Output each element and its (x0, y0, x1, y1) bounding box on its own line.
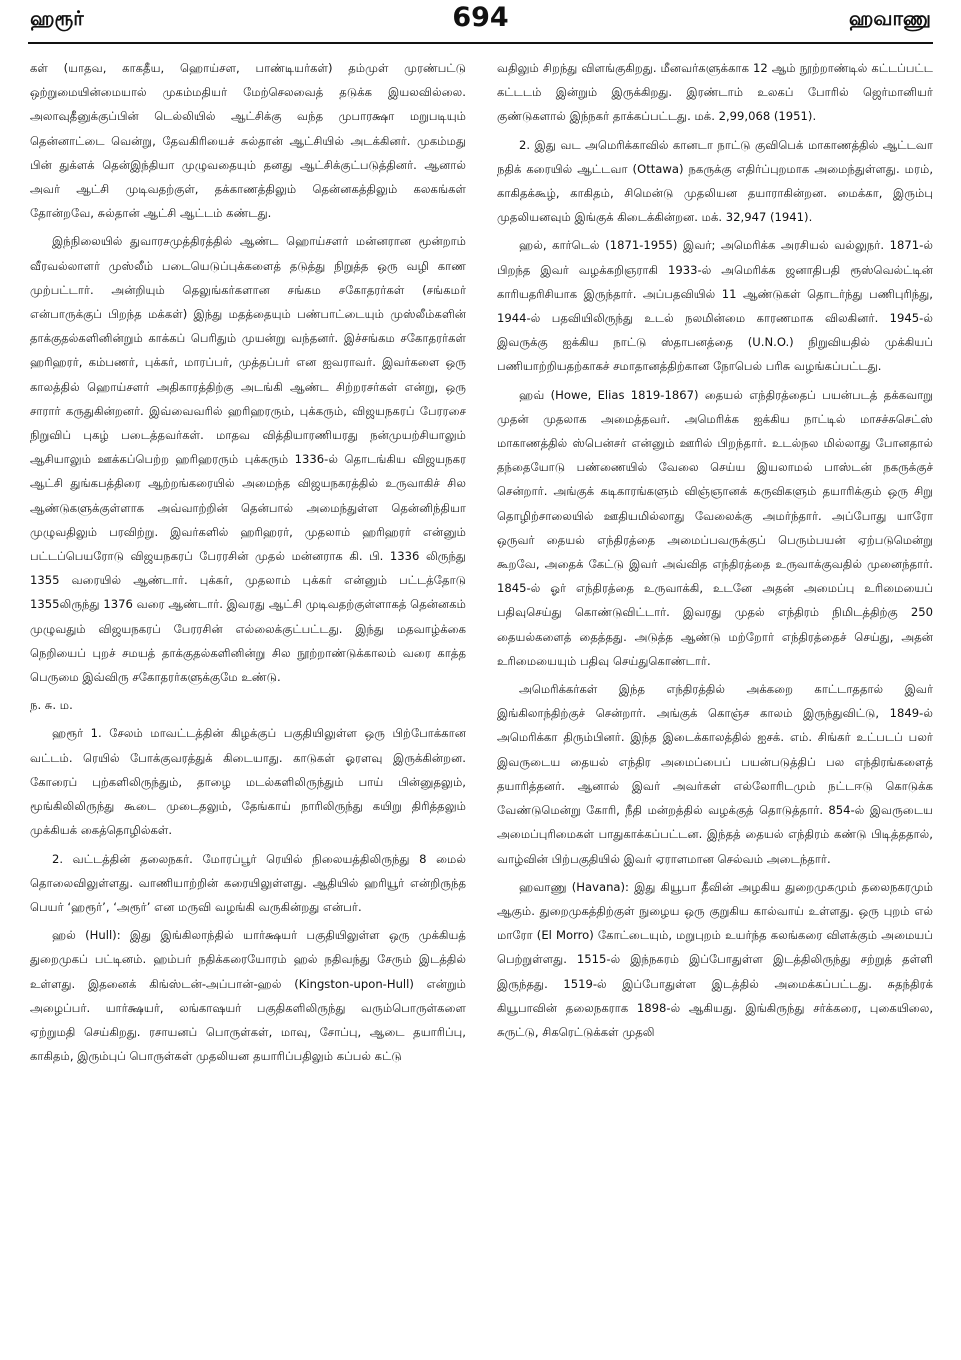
paragraph: வதிலும் சிறந்து விளங்குகிறது. மீனவர்களுக்காக 12 ஆம் நூற்றாண்டில் கட்டப்பட்ட கட்டடம் இன்றும் இருக்கிறது. இரண்டாம் உலகப் போரில் ஜெர்மானியர் குண்டுகளால் இந்நகர் தாக்கப்பட்டது. மக். 2,99,068 (1951). (497, 61, 933, 124)
paragraph: 2. இது வட அமெரிக்காவில் கானடா நாட்டு குவிபெக் மாகாணத்தில் ஆட்டவா நதிக் கரையில் ஆட்டவா (Ottawa) நகருக்கு எதிர்ப்புறமாக அமைந்துள்ளது. மரம், காகிதக்கூழ், காகிதம், சிமென்டு முதலியன தயாராகின்றன. மைக்கா, இரும்பு முதலியனவும் இங்குக் கிடைக்கின்றன. மக். 32,947 (1941). (497, 137, 933, 225)
right-column (497, 56, 933, 1352)
entry-havana: ஹவாணு (Havana): இது கியூபா தீவின் அழகிய துறைமுகமும் தலைநகரமும் ஆகும். துறைமுகத்திற்குள் நுழைய ஒரு குறுகிய கால்வாய் உள்ளது. ஒரு புறம் எல் மாரோ (El Morro) கோட்டையும், மறுபுறம் உயர்ந்த கலங்கரை விளக்கும் அமையப் பெற்றுள்ளது. 1515-ல் இந்நகரம் இப்போதுள்ள இடத்திலிருந்து சற்றுத் தள்ளி இருந்தது. 1519-ல் இப்போதுள்ள இடத்தில் அமைக்கப்பட்டது. சுதந்திரக் கியூபாவின் தலைநகராக 1898-ல் ஆகியது. இங்கிருந்து சர்க்கரை, புகையிலை, சுருட்டு, சிகரெட்டுக்கள் முதலி (497, 879, 933, 1039)
left-column (30, 56, 466, 1352)
entry-hull: ஹல் (Hull): இது இங்கிலாந்தில் யார்க்ஷயர் பகுதியிலுள்ள ஒரு முக்கியத் துறைமுகப் பட்டினம். ஹம்பர் நதிக்கரையோரம் ஹல் நதிவந்து சேரும் இடத்தில் உள்ளது. இதனைக் கிங்ஸ்டன்-அப்பான்-ஹல் (Kingston-upon-Hull) என்றும் அழைப்பர். யார்க்ஷயர், லங்காஷயர் பகுதிகளிலிருந்து வரும்பொருள்களை ஏற்றுமதி செய்கிறது. ரசாயனப் பொருள்கள், மாவு, சோப்பு, ஆடை தயாரிப்பு, காகிதம், இரும்புப் பொருள்கள் முதலியன தயாரிப்பதிலும் கப்பல் கட்டு (30, 928, 466, 1064)
paragraph: கள் (யாதவ, காகதீய, ஹொய்சள, பாண்டியர்கள்) தம்முள் முரண்பட்டு ஒற்றுமையின்மையால் முகம்மதியர் மேற்செலவைத் தடுக்க இயலவில்லை. அலாவுதீனுக்குப்பின் டெல்லியில் ஆட்சிக்கு வந்த முபாரக்ஷா மறுபடியும் தென்னாட்டை வென்று, தேவகிரியைச் சுல்தான் ஆட்சியில் அடக்கினர். முகம்மது பின் துக்ளக் தென்இந்தியா முழுவதையும் தனது ஆட்சிக்குட்படுத்தினர். ஆனால் அவர் ஆட்சி முடிவதற்குள், தக்காணத்திலும் தென்னகத்திலும் கலகங்கள் தோன்றவே, சுல்தான் ஆட்சி ஆட்டம் கண்டது. (30, 61, 466, 221)
page-number: 694 (452, 2, 509, 33)
header-rule (28, 42, 933, 44)
paragraph: 2. வட்டத்தின் தலைநகர். மோரப்பூர் ரெயில் நிலையத்திலிருந்து 8 மைல் தொலைவிலுள்ளது. வாணியாற்றின் கரையிலுள்ளது. ஆதியில் ஹரியூர் என்றிருந்த பெயர் ‘ஹரூர்’, ‘அரூர்’ என மருவி வழங்கி வருகின்றது என்பர். (30, 851, 466, 914)
running-head-left: ஹரூர் (30, 6, 84, 30)
paragraph: அமெரிக்கர்கள் இந்த எந்திரத்தில் அக்கறை காட்டாததால் இவர் இங்கிலாந்திற்குச் சென்றார். அங்குக் கொஞ்ச காலம் இருந்துவிட்டு, 1849-ல் அமெரிக்கா திரும்பினர். இந்த இடைக்காலத்தில் ஐசக். எம். சிங்கர் உட்படப் பலர் இவருடைய தையல் எந்திர அமைப்பைப் பயன்படுத்திப் பல எந்திரங்களைத் தயாரித்தனர். ஆனால் இவர் அவர்கள் எல்லோரிடமும் நட்டஈடு கொடுக்க வேண்டுமென்று கோரி, நீதி மன்றத்தில் வழக்குத் தொடுத்தார். 854-ல் இவருடைய அமைப்புரிமைகள் பாதுகாக்கப்பட்டன. இந்தத் தையல் எந்திரம் கண்டு பிடித்ததால், வாழ்வின் பிற்பகுதியில் இவர் ஏராளமான செல்வம் அடைந்தார். (497, 682, 933, 866)
entry-harur: ஹரூர் 1. சேலம் மாவட்டத்தின் கிழக்குப் பகுதியிலுள்ள ஒரு பிற்போக்கான வட்டம். ரெயில் போக்குவரத்துக் கிடையாது. காடுகள் ஓரளவு இருக்கின்றன. கோரைப் புற்களிலிருந்தும், தாழை மடல்களிலிருந்தும் பாய் பின்னுதலும், மூங்கிலிலிருந்து கூடை முடைதலும், தேங்காய் நாரிலிருந்து கயிறு திரித்தலும் முக்கியக் கைத்தொழில்கள். (30, 726, 466, 838)
entry-hull-cordell: ஹல், கார்டெல் (1871-1955) இவர்; அமெரிக்க அரசியல் வல்லுநர். 1871-ல் பிறந்த இவர் வழக்கறிஞராகி 1933-ல் அமெரிக்க ஜனாதிபதி ரூஸ்வெல்ட்டின் காரியதரிசியாக இருந்தார். அப்பதவியில் 11 ஆண்டுகள் தொடர்ந்து பணிபுரிந்து, 1944-ல் பதவியிலிருந்து உடல் நலமின்மை காரணமாக விலகினர். 1945-ல் இவருக்கு ஐக்கிய நாட்டு ஸ்தாபனத்தை (U.N.O.) நிறுவியதில் முக்கியப் பணியாற்றியதற்காகச் சமாதானத்திற்கான நோபெல் பரிசு வழங்கப்பட்டது. (497, 238, 933, 374)
running-head-right: ஹவாணு (848, 6, 931, 30)
author-initials: ந. சு. ம. (30, 698, 73, 713)
running-head (30, 4, 931, 38)
paragraph: இந்நிலையில் துவாரசமுத்திரத்தில் ஆண்ட ஹொய்சளர் மன்னரான மூன்றாம் வீரவல்லாளர் முஸ்லீம் படையெடுப்புக்களைத் தடுத்து நிறுத்த ஒரு வழி காண முற்பட்டார். அன்றியும் தெலுங்கர்களான சங்கம சகோதரர்கள் (சங்கமர் என்பாருக்குப் பிறந்த மக்கள்) இந்து மதத்தையும் பண்பாட்டையும் முஸ்லீம்களின் தாக்குதல்களினின்றும் காக்கப் பெரிதும் முயன்று வந்தனர். இச்சங்கம சகோதரர்கள் ஹரிஹரர், கம்பணர், புக்கர், மாரப்பர், முத்தப்பர் என ஐவராவர். இவர்களை ஒரு காலத்தில் ஹொய்சளர் அதிகாரத்திற்கு அடங்கி ஆண்ட சிற்றரசர்கள் என்று, ஒரு சாரார் கருதுகின்றனர். இவ்வைவரில் ஹரிஹரரும், புக்கரும், விஜயநகரப் பேரரசை நிறுவிப் புகழ் படைத்தவர்கள். மாதவ வித்தியாரணியரது நன்முயற்சியாலும் ஆசியாலும் ஊக்கப்பெற்ற ஹரிஹரரும் புக்கரும் 1336-ல் தொடங்கிய விஜயநகர ஆட்சி துங்கபத்திரை ஆற்றங்கரையில் அமைந்த விஜயநகரத்தில் உருவாகிச் சில ஆண்டுகளுக்குள்ளாக அவ்வாற்றின் தென்பால் அமைந்துள்ள தென்னிந்தியா முழுவதிலும் பரவிற்று. இவர்களில் ஹரிஹரர், முதலாம் ஹரிஹரர் என்னும் பட்டப்பெயரோடு விஜயநகரப் பேரரசின் முதல் மன்னராக கி. பி. 1336 லிருந்து 1355 வரையில் ஆண்டார். புக்கர், முதலாம் புக்கர் என்னும் பட்டத்தோடு 1355லிருந்து 1376 வரை ஆண்டார். இவரது ஆட்சி முடிவதற்குள்ளாகத் தென்னகம் முழுவதும் விஜயநகரப் பேரரசின் எல்லைக்குட்பட்டது. இந்து மதவாழ்க்கை நெறியைப் புறச் சமயத் தாக்குதல்களினின்று சில நூற்றாண்டுக்காலம் வரை காத்த பெருமை இவ்விரு சகோதரர்களுக்குமே உண்டு. (30, 234, 466, 685)
entry-howe: ஹவ் (Howe, Elias 1819-1867) தையல் எந்திரத்தைப் பயன்படத் தக்கவாறு முதன் முதலாக அமைத்தவர். அமெரிக்க ஐக்கிய நாட்டில் மாசச்சுசெட்ஸ் மாகாணத்தில் ஸ்பென்சர் என்னும் ஊரில் பிறந்தார். உடல்நல மில்லாது போனதால் தந்தையோடு பண்ணையில் வேலை செய்ய இயலாமல் பாஸ்டன் நகருக்குச் சென்றார். அங்குக் கடிகாரங்களும் விஞ்ஞானக் கருவிகளும் தயாரிக்கும் ஒரு சிறு தொழிற்சாலையில் ஊதியமில்லாது வேலைக்கு அமர்ந்தார். அப்போது யாரோ ஒருவர் தையல் எந்திரத்தை அமைப்பவருக்குப் பெரும்பயன் ஏற்படுமென்று கூறவே, அதைக் கேட்டு இவர் அவ்வித எந்திரத்தை உருவாக்குவதில் முனைந்தார். 1845-ல் ஓர் எந்திரத்தை உருவாக்கி, உடனே அதன் அமைப்பு உரிமையைப் பதிவுசெய்து கொண்டுவிட்டார். இவரது முதல் எந்திரம் நிமிடத்திற்கு 250 தையல்களைத் தைத்தது. அடுத்த ஆண்டு மற்றோர் எந்திரத்தைச் செய்து, அதன் உரிமையையும் பதிவு செய்துகொண்டார். (497, 387, 933, 668)
